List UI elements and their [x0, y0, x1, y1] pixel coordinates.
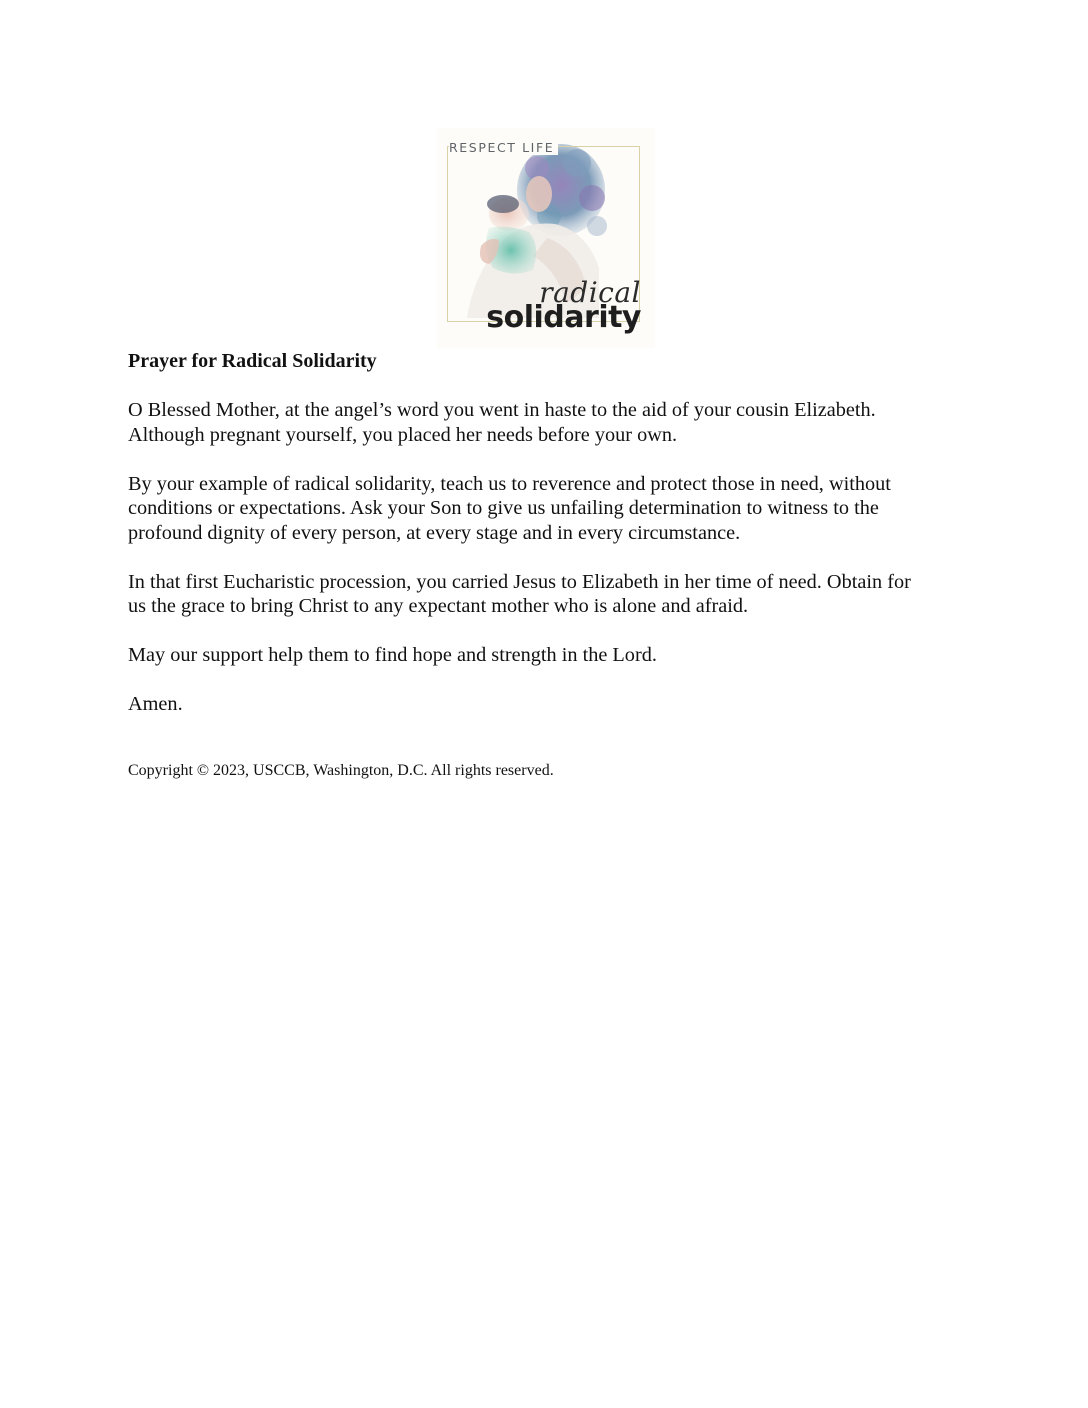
- prayer-title: Prayer for Radical Solidarity: [128, 350, 377, 372]
- paragraph: [128, 472, 968, 546]
- paragraph-line: By your example of radical solidarity, teach us to reverence and protect those in need, without: [128, 472, 891, 495]
- paragraph-line: conditions or expectations. Ask your Son to give us unfailing determination to witness to the: [128, 497, 879, 519]
- paragraph-line: profound dignity of every person, at every stage and in every circumstance.: [128, 521, 741, 544]
- paragraph-line: In that first Eucharistic procession, you carried Jesus to Elizabeth in her time of need. Obtain for: [128, 570, 911, 593]
- paragraph-line: us the grace to bring Christ to any expectant mother who is alone and afraid.: [128, 595, 749, 617]
- paragraph-line: O Blessed Mother, at the angel’s word you went in haste to the aid of your cousin Elizabeth.: [128, 399, 876, 421]
- paragraph-line: Amen.: [128, 693, 183, 715]
- prayer-body: [128, 398, 968, 741]
- logo-bold-text: solidarity: [486, 300, 641, 335]
- paragraph-line: May our support help them to find hope and strength in the Lord.: [128, 644, 657, 666]
- respect-life-logo: [437, 128, 655, 348]
- paragraph: [128, 398, 968, 447]
- paragraph: [128, 570, 968, 619]
- logo-top-text: RESPECT LIFE: [449, 140, 558, 155]
- paragraph-line: Although pregnant yourself, you placed her needs before your own.: [128, 423, 678, 446]
- copyright-notice: Copyright © 2023, USCCB, Washington, D.C. All rights reserved.: [128, 762, 554, 779]
- logo-script-text: radical: [539, 276, 641, 309]
- paragraph-amen: [128, 692, 968, 717]
- paragraph: [128, 643, 968, 668]
